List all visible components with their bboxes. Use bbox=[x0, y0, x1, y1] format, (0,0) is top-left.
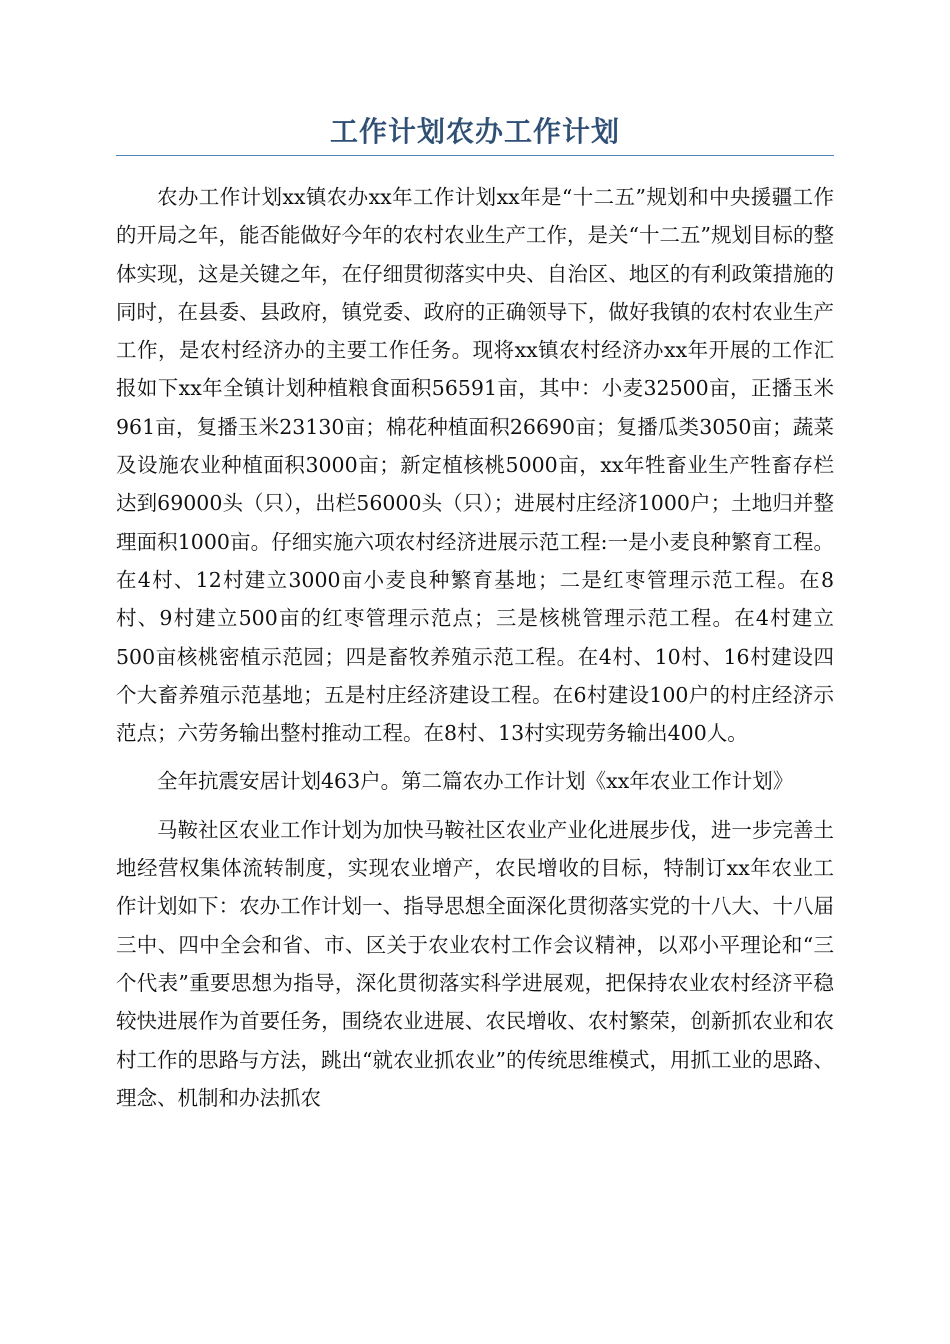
paragraph-1: 农办工作计划xx镇农办xx年工作计划xx年是“十二五”规划和中央援疆工作的开局之年，能否能做好今年的农村农业生产工作，是关“十二五”规划目标的整体实现，这是关键之年，在仔细贯彻落实中央、自治区、地区的有利政策措施的同时，在县委、县政府，镇党委、政府的正确领导下，做好我镇的农村农业生产工作，是农村经济办的主要工作任务。现将xx镇农村经济办xx年开展的工作汇报如下xx年全镇计划种植粮食面积56591亩，其中：小麦32500亩，正播玉米961亩，复播玉米23130亩；棉花种植面积26690亩；复播瓜类3050亩；蔬菜及设施农业种植面积3000亩；新定植核桃5000亩，xx年牲畜业生产牲畜存栏达到69000头（只），出栏56000头（只）；进展村庄经济1000户；土地归并整理面积1000亩。仔细实施六项农村经济进展示范工程:一是小麦良种繁育工程。在4村、12村建立3000亩小麦良种繁育基地；二是红枣管理示范工程。在8村、9村建立500亩的红枣管理示范点；三是核桃管理示范工程。在4村建立500亩核桃密植示范园；四是畜牧养殖示范工程。在4村、10村、16村建设四个大畜养殖示范基地；五是村庄经济建设工程。在6村建设100户的村庄经济示范点；六劳务输出整村推动工程。在8村、13村实现劳务输出400人。 bbox=[116, 185, 834, 746]
document-body bbox=[116, 178, 834, 1127]
title-underline bbox=[116, 155, 834, 156]
document-title: 工作计划农办工作计划 bbox=[329, 115, 620, 148]
paragraph-3: 马鞍社区农业工作计划为加快马鞍社区农业产业化进展步伐，进一步完善土地经营权集体流转制度，实现农业增产，农民增收的目标，特制订xx年农业工作计划如下：农办工作计划一、指导思想全面深化贯彻落实党的十八大、十八届三中、四中全会和省、市、区关于农业农村工作会议精神，以邓小平理论和“三个代表”重要思想为指导，深化贯彻落实科学进展观，把保持农业农村经济平稳较快进展作为首要任务，围绕农业进展、农民增收、农村繁荣，创新抓农业和农村工作的思路与方法，跳出“就农业抓农业”的传统思维模式，用抓工业的思路、理念、机制和办法抓农 bbox=[116, 817, 834, 1110]
paragraph-2: 全年抗震安居计划463户。第二篇农办工作计划《xx年农业工作计划》 bbox=[157, 769, 794, 794]
